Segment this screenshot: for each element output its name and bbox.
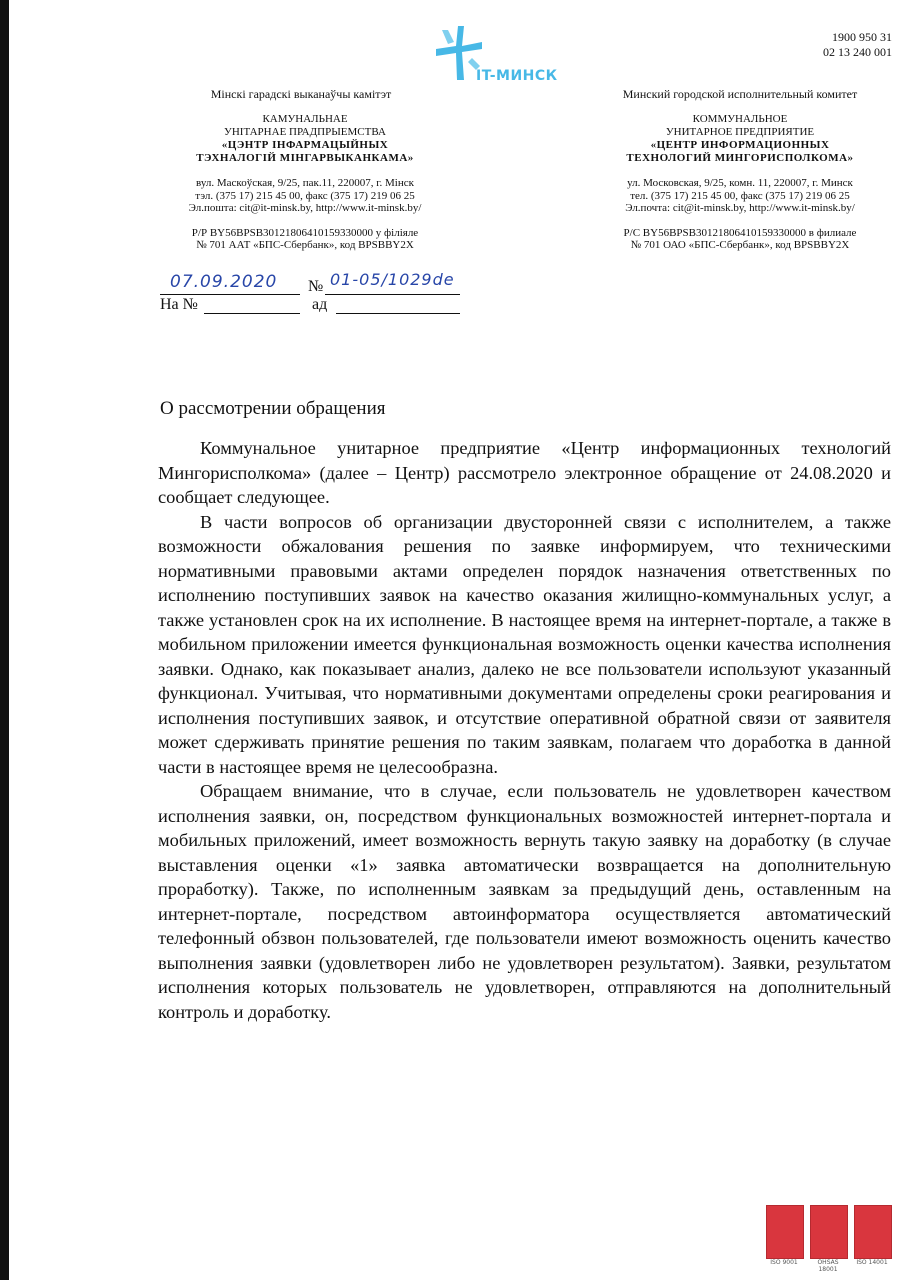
bank-by-2: № 701 ААТ «БПС-Сбербанк», код BPSBBY2X bbox=[196, 239, 414, 251]
org-name-ru-1: «ЦЕНТР ИНФОРМАЦИОННЫХ bbox=[650, 139, 830, 151]
address-ru-1: ул. Московская, 9/25, комн. 11, 220007, г. Минск bbox=[627, 177, 853, 189]
org-type-by-1: КАМУНАЛЬНАЕ bbox=[262, 113, 348, 125]
cert-label-3: ISO 14001 bbox=[856, 1259, 888, 1266]
handwritten-number: 01-05/1029de bbox=[330, 270, 455, 289]
code-line-2: 02 13 240 001 bbox=[823, 45, 892, 59]
org-type-by-2: УНІТАРНАЕ ПРАДПРЫЕМСТВА bbox=[224, 126, 386, 138]
cert-label-1: ISO 9001 bbox=[770, 1259, 798, 1266]
header-left bbox=[150, 88, 460, 252]
from-label: ад bbox=[312, 296, 328, 313]
it-minsk-logo bbox=[428, 22, 588, 92]
date-underline bbox=[160, 294, 300, 295]
cert-badge-ohsas18001 bbox=[810, 1205, 848, 1259]
authority-ru: Минский городской исполнительный комитет bbox=[622, 87, 858, 101]
paragraph-3: Обращаем внимание, что в случае, если пользователь не удовлетворен качеством исполнения заявки, он, посредством функциональных возможностей интернет-портала и мобильных приложений, имеет возможность вернуть такую заявку на доработку (в случае выставления оценки «1» заявка автоматически возвращается на дополнительную проработку). Также, по исполненным заявкам за предыдущий день, оставленным на интернет-портале, посредством автоинформатора осуществляется автоматический телефонный обзвон пользователей, где пользователи имеют возможность оценить качество выполнения заявки (удовлетворен либо не удовлетворен результатом). Заявки, результатом исполнения которых пользователь не удовлетворен, отправляются на дополнительный контроль и доработку. bbox=[158, 781, 891, 1022]
code-line-1: 1900 950 31 bbox=[832, 30, 892, 44]
bank-ru-1: Р/С BY56BPSB30121806410159330000 в филиале bbox=[623, 226, 857, 239]
cert-badge-iso14001 bbox=[854, 1205, 892, 1259]
from-underline bbox=[336, 313, 460, 314]
handwritten-date: 07.09.2020 bbox=[170, 272, 278, 292]
document-codes bbox=[823, 30, 892, 60]
address-by-1: вул. Маскоўская, 9/25, пак.11, 220007, г. Мінск bbox=[196, 177, 414, 189]
paragraph-1: Коммунальное унитарное предприятие «Центр информационных технологий Мингорисполкома» (далее – Центр) рассмотрело электронное обращение от 24.08.2020 и сообщает следующее. bbox=[158, 438, 891, 507]
bank-by-1: Р/Р BY56BPSB30121806410159330000 у філіяле bbox=[191, 226, 419, 239]
address-ru-2: тел. (375 17) 215 45 00, факс (375 17) 219 06 25 bbox=[630, 189, 850, 202]
number-label: № bbox=[308, 278, 324, 295]
org-name-by-2: ТЭХНАЛОГІЙ МІНГАРВЫКАНКАМА» bbox=[196, 152, 414, 164]
org-name-by-1: «ЦЭНТР ІНФАРМАЦЫЙНЫХ bbox=[221, 139, 389, 151]
cert-label-2: OHSAS 18001 bbox=[817, 1259, 839, 1273]
address-by-2: тэл. (375 17) 215 45 00, факс (375 17) 219 06 25 bbox=[195, 189, 415, 202]
reply-to-label: На № bbox=[160, 296, 198, 313]
cert-badge-iso9001 bbox=[766, 1205, 804, 1259]
reply-to-underline bbox=[204, 313, 300, 314]
org-name-ru-2: ТЕХНОЛОГИЙ МИНГОРИСПОЛКОМА» bbox=[626, 152, 854, 164]
address-ru-3: Эл.почта: cit@it-minsk.by, http://www.it-minsk.by/ bbox=[625, 202, 855, 214]
bank-ru-2: № 701 ОАО «БПС-Сбербанк», код BPSBBY2X bbox=[630, 239, 850, 251]
logo-text: IT-МИНСК bbox=[476, 68, 558, 84]
org-type-ru-1: КОММУНАЛЬНОЕ bbox=[692, 113, 788, 125]
org-type-ru-2: УНИТАРНОЕ ПРЕДПРИЯТИЕ bbox=[665, 126, 815, 138]
letter-body bbox=[158, 436, 891, 1024]
address-by-3: Эл.пошта: cit@it-minsk.by, http://www.it-minsk.by/ bbox=[188, 202, 422, 214]
registration-block bbox=[160, 266, 460, 326]
number-underline bbox=[325, 294, 460, 295]
paragraph-2: В части вопросов об организации двусторонней связи с исполнителем, а также возможности обжалования решения по заявке информируем, что техническими нормативными правовыми актами определен порядок назначения ответственных по исполнению поступивших заявок на качество оказания жилищно-коммунальных услуг, а также установлен срок на их исполнение. В настоящее время на интернет-портале, а также в мобильном приложении имеется функциональная возможность оценки качества исполнения заявки. Однако, как показывает анализ, далеко не все пользователи используют указанный функционал. Учитывая, что нормативными документами определены сроки реагирования и исполнения поступивших заявок, и отсутствие оперативной обратной связи от заявителя может сдерживать принятие решения по таким заявкам, полагаем что доработка в данной части в настоящее время не целесообразна. bbox=[158, 511, 891, 777]
subject-line: О рассмотрении обращения bbox=[160, 398, 386, 419]
authority-by: Мінскі гарадскі выканаўчы камітэт bbox=[210, 87, 392, 101]
header-right bbox=[590, 88, 890, 252]
scan-edge bbox=[0, 0, 9, 1280]
